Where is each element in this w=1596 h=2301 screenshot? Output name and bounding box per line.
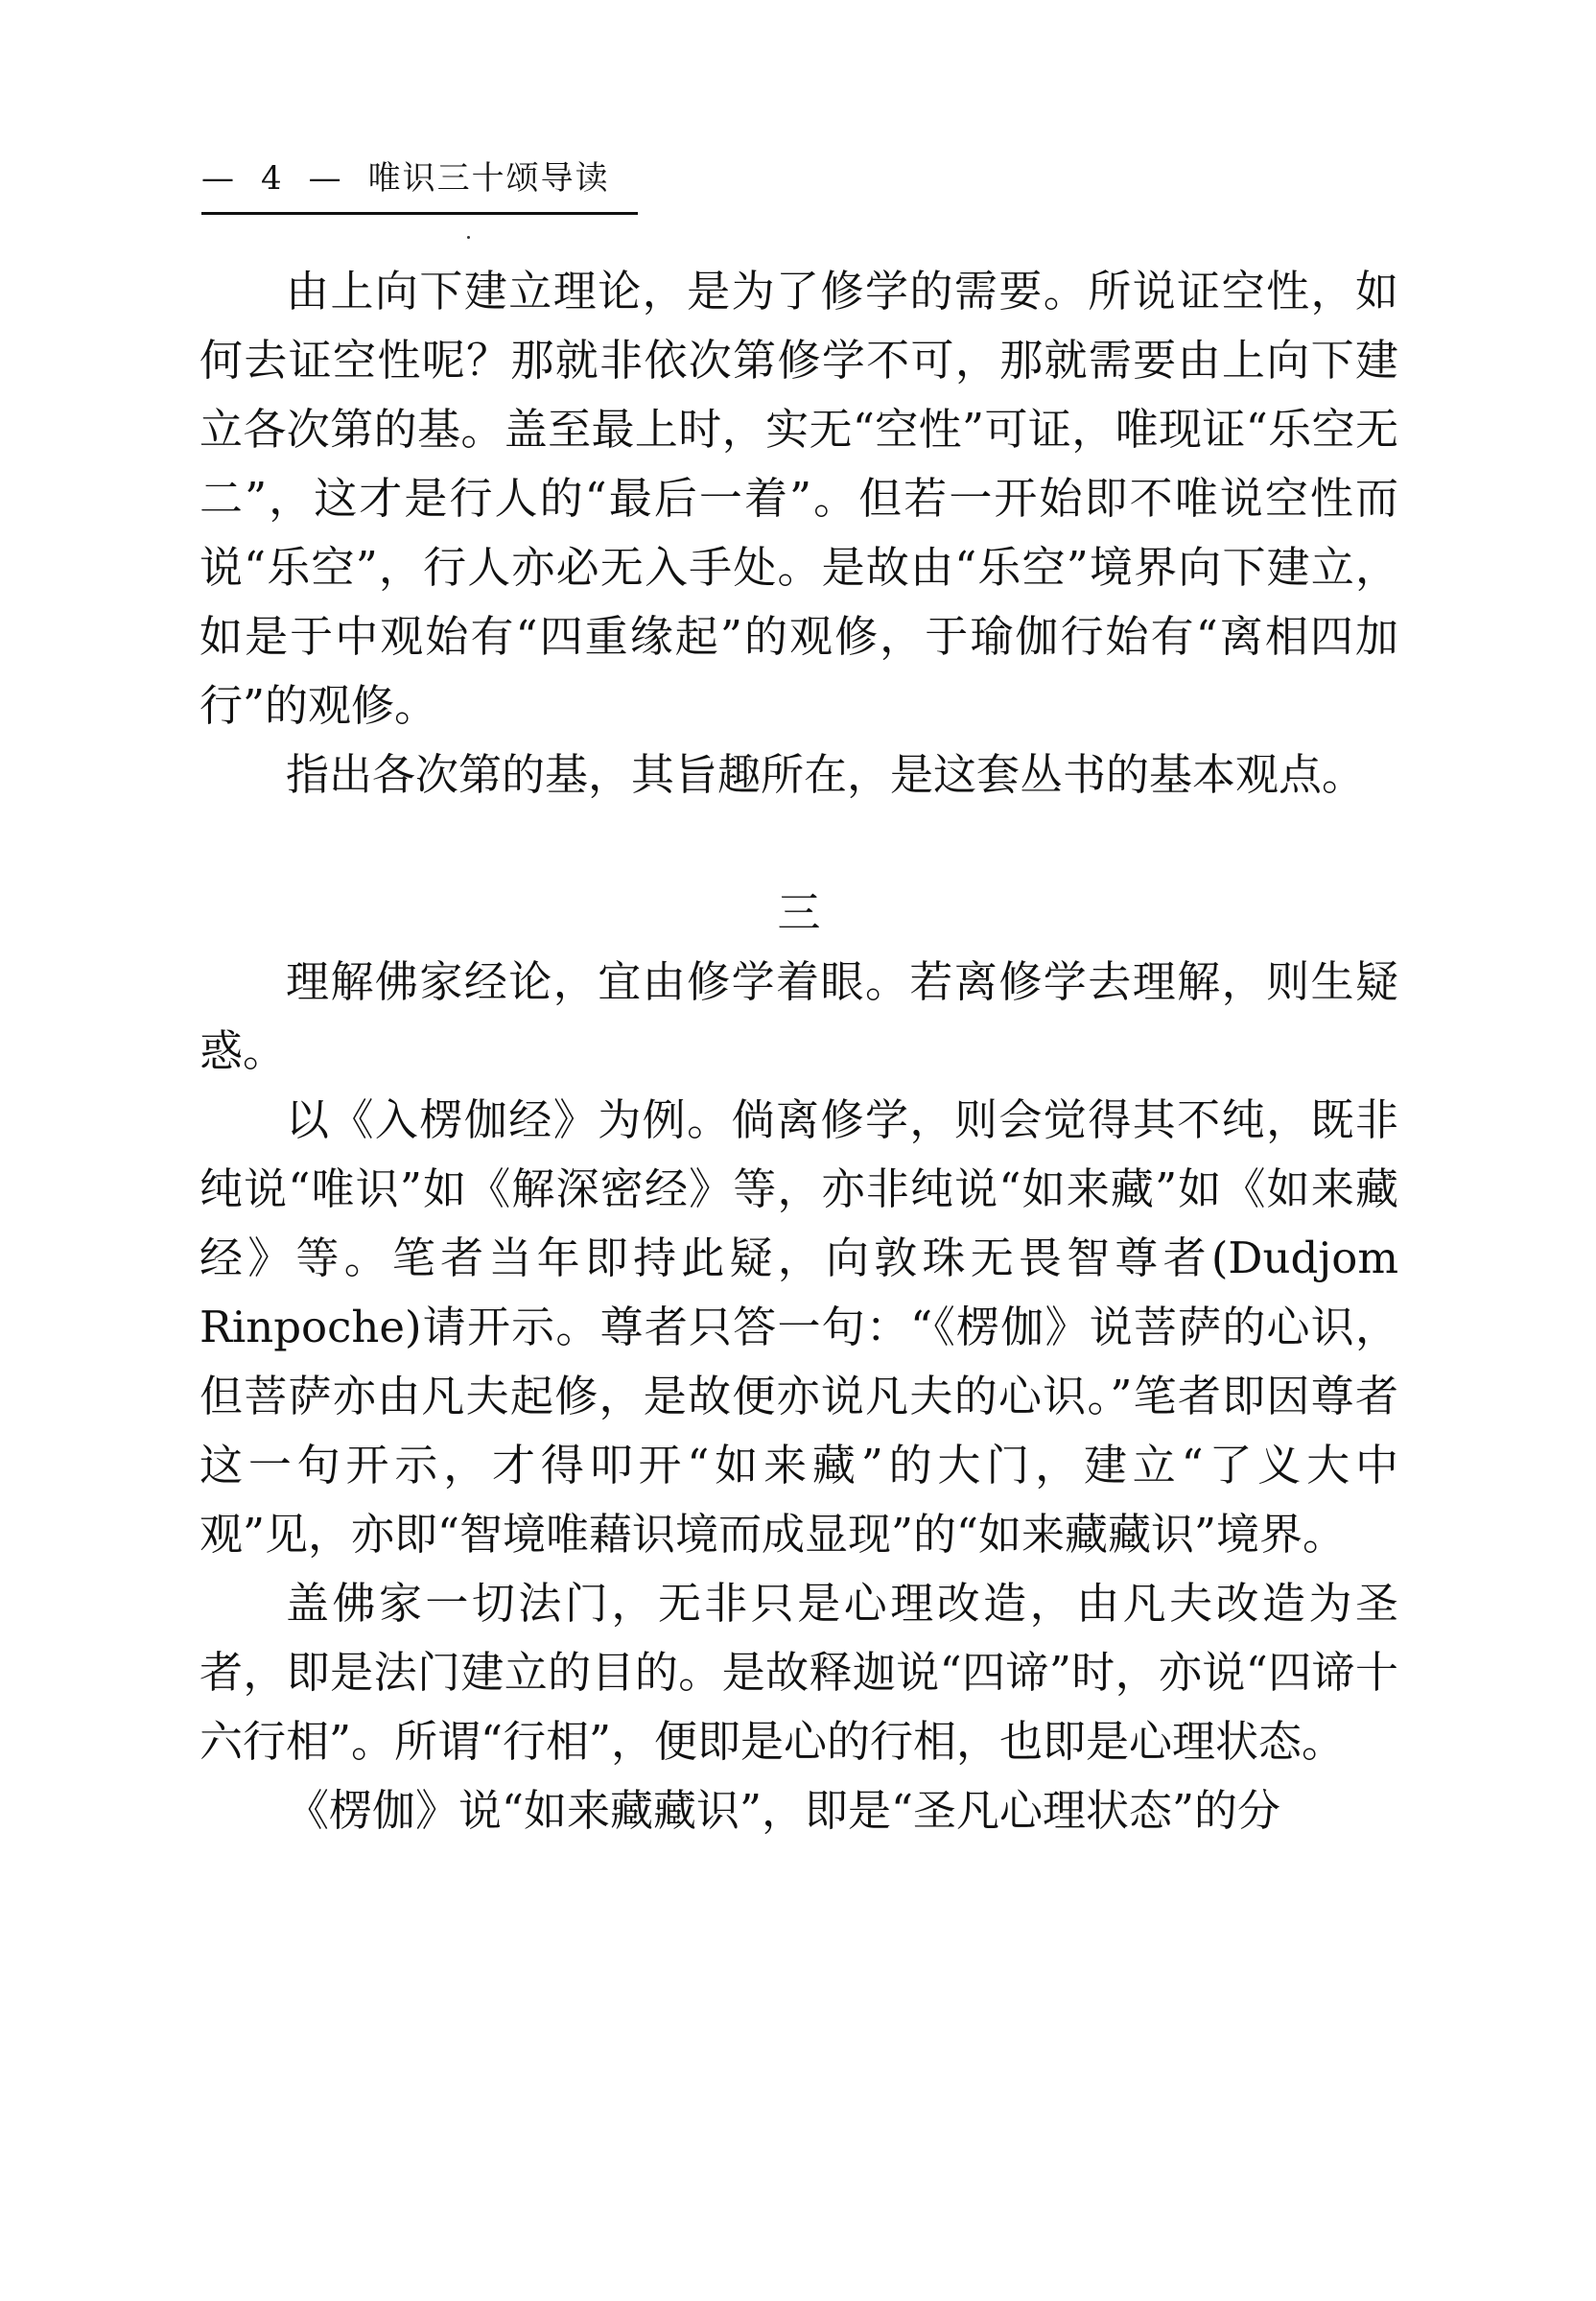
book-title: 唯识三十颂导读 [367, 159, 610, 198]
paragraph: 盖佛家一切法门，无非只是心理改造，由凡夫改造为圣者，即是法门建立的目的。是故释迦说“四谛”时，亦说“四谛十六行相”。所谓“行相”，便即是心的行相，也即是心理状态。 [200, 1578, 1398, 1767]
paragraph: 《楞伽》说“如来藏藏识”，即是“圣凡心理状态”的分 [286, 1785, 1281, 1836]
print-speck [467, 236, 470, 239]
section-spacer [200, 810, 1398, 879]
page-number: 4 [261, 159, 284, 198]
paragraph: 由上向下建立理论，是为了修学的需要。所说证空性，如何去证空性呢？那就非依次第修学不可，那就需要由上向下建立各次第的基。盖至最上时，实无“空性”可证，唯现证“乐空无二”，这才是行人的“最后一着”。但若一开始即不唯说空性而说“乐空”，行人亦必无入手处。是故由“乐空”境界向下建立，如是于中观始有“四重缘起”的观修，于瑜伽行始有“离相四加行”的观修。 [200, 266, 1398, 731]
page-number-dash-left: — [201, 159, 236, 198]
paragraph: 指出各次第的基，其旨趣所在，是这套丛书的基本观点。 [286, 749, 1366, 800]
page-number-dash-right: — [308, 159, 343, 198]
paragraph: 理解佛家经论，宜由修学着眼。若离修学去理解，则生疑惑。 [200, 956, 1398, 1076]
running-head [201, 155, 638, 215]
body-text [200, 257, 1398, 1845]
section-heading: 三 [777, 887, 821, 938]
header-rule [201, 212, 638, 215]
paragraph: 以《入楞伽经》为例。倘离修学，则会觉得其不纯，既非纯说“唯识”如《解深密经》等，亦非纯说“如来藏”如《如来藏经》等。笔者当年即持此疑，向敦珠无畏智尊者(Dudjom Rinpoche)请开示。尊者只答一句：“《楞伽》说菩萨的心识，但菩萨亦由凡夫起修，是故便亦说凡夫的心识。”笔者即因尊者这一句开示，才得叩开“如来藏”的大门，建立“了义大中观”见，亦即“智境唯藉识境而成显现”的“如来藏藏识”境界。 [200, 1094, 1398, 1560]
